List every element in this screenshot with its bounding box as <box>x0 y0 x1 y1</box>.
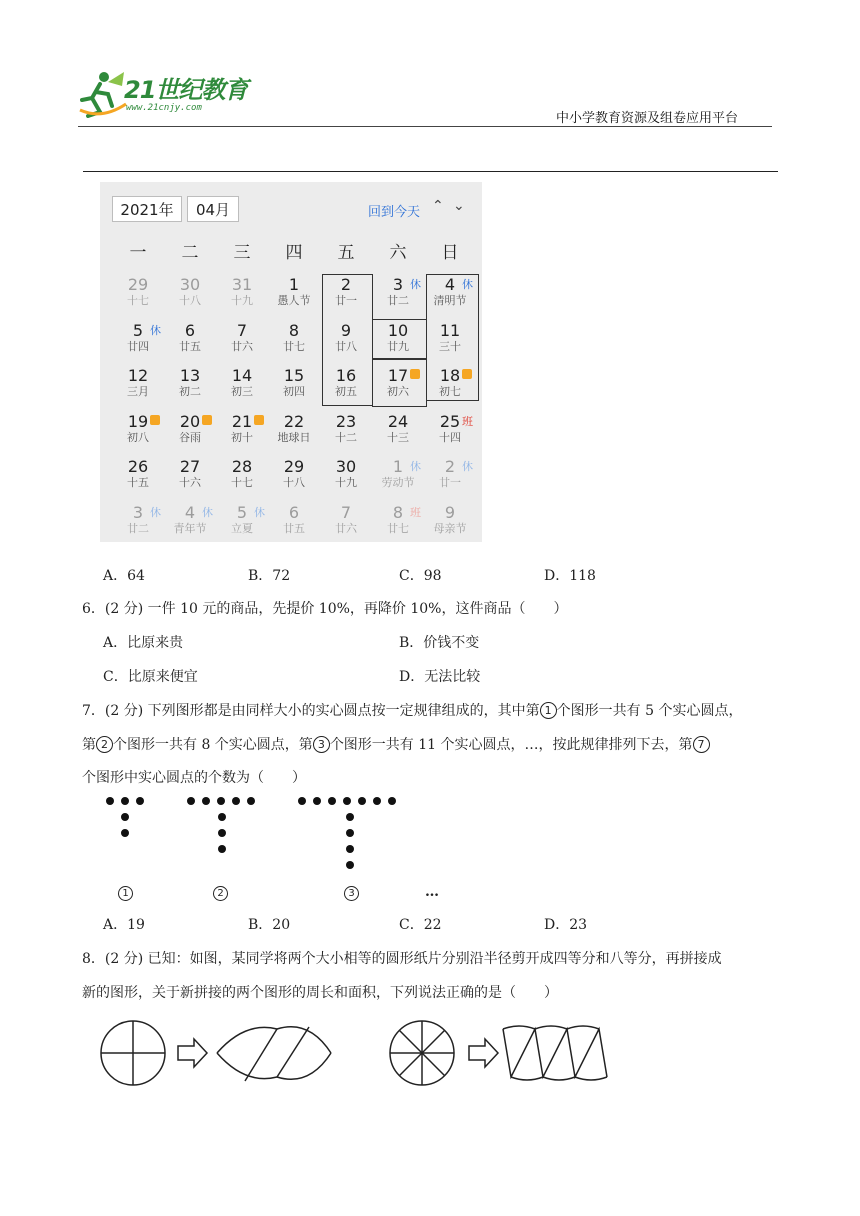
calendar-day[interactable] <box>424 413 476 459</box>
lunar-label: 初十 <box>231 430 253 444</box>
figure-label: 3 <box>344 886 359 901</box>
weekday-header: 日 <box>441 243 459 263</box>
lunar-label: 廿一 <box>335 294 357 307</box>
figure-label: 1 <box>118 886 133 901</box>
holiday-badge: 休 <box>462 460 473 473</box>
lunar-label: 十二 <box>335 430 357 444</box>
q7-line1-b: 个图形一共有 5 个实心圆点， <box>556 703 743 719</box>
calendar-day[interactable] <box>268 413 320 459</box>
lunar-label: 廿七 <box>387 521 409 535</box>
lunar-label: 初六 <box>387 385 409 398</box>
q7-line1-a: 7．(2 分) 下列图形都是由同样大小的实心圆点按一定规律组成的，其中第 <box>82 703 540 719</box>
solid-dot <box>343 797 351 805</box>
lunar-label: 廿六 <box>231 339 253 353</box>
circled-number: 2 <box>96 736 113 753</box>
highlight-sat-17 <box>372 359 427 407</box>
lunar-label: 十八 <box>179 294 201 307</box>
weekday-header: 一 <box>129 243 147 263</box>
calendar-day[interactable] <box>372 458 424 504</box>
q7-option-b: B．20 <box>248 917 291 933</box>
calendar-day[interactable] <box>216 322 268 368</box>
calendar-day[interactable] <box>268 276 320 322</box>
q8-line2: 新的图形，关于新拼接的两个图形的周长和面积，下列说法正确的是（ ） <box>82 985 558 1001</box>
day-number: 2 <box>444 457 456 476</box>
calendar-day[interactable] <box>164 458 216 504</box>
lunar-label: 愚人节 <box>277 294 311 307</box>
solid-dot <box>136 797 144 805</box>
q5-option-c: C．98 <box>399 568 442 584</box>
day-number: 2 <box>340 275 352 294</box>
circled-number: 7 <box>693 736 710 753</box>
day-number: 7 <box>340 502 352 522</box>
calendar-day[interactable] <box>424 458 476 504</box>
q7-option-a: A．19 <box>103 917 145 933</box>
lunar-label: 母亲节 <box>433 521 467 535</box>
solid-dot <box>373 797 381 805</box>
solid-dot <box>346 829 354 837</box>
lunar-label: 十七 <box>127 294 149 307</box>
calendar-day[interactable] <box>112 322 164 368</box>
solid-dot <box>232 797 240 805</box>
q7-line2 <box>82 734 710 754</box>
arrow-right-icon <box>178 1039 207 1067</box>
train-icon <box>202 415 212 425</box>
solid-dot <box>121 829 129 837</box>
day-number: 6 <box>288 502 300 522</box>
lunar-label: 廿四 <box>127 339 149 353</box>
q7-line2-a: 第 <box>82 737 96 753</box>
lunar-label: 三月 <box>127 385 149 398</box>
train-icon <box>254 415 264 425</box>
logo-url: www.21cnjy.com <box>126 103 202 113</box>
workday-badge: 班 <box>410 505 421 519</box>
weekday-header: 三 <box>233 243 251 263</box>
solid-dot <box>217 797 225 805</box>
day-number: 23 <box>335 411 357 431</box>
quartered-circle <box>101 1021 165 1085</box>
content-divider <box>83 171 778 172</box>
platform-name: 中小学教育资源及组卷应用平台 <box>556 111 739 126</box>
calendar-day[interactable] <box>424 504 476 550</box>
lunar-label: 初二 <box>179 385 201 398</box>
lunar-label: 青年节 <box>173 521 207 535</box>
q5-option-b: B．72 <box>248 568 291 584</box>
lunar-label: 地球日 <box>277 430 311 444</box>
calendar-day[interactable] <box>112 276 164 322</box>
day-number: 5 <box>132 320 144 340</box>
q6-option-b: B．价钱不变 <box>399 635 480 651</box>
figure-label: 2 <box>213 886 228 901</box>
day-number: 31 <box>231 275 253 294</box>
lunar-label: 十四 <box>439 430 461 444</box>
lunar-label: 三十 <box>439 339 461 353</box>
day-number: 9 <box>340 320 352 340</box>
year-select[interactable]: 2021年 <box>112 196 182 222</box>
calendar-day[interactable] <box>268 367 320 413</box>
chevron-up-icon[interactable]: ⌃ <box>432 198 444 214</box>
highlight-column-fri <box>322 274 373 406</box>
weekday-header: 二 <box>181 243 199 263</box>
day-number: 22 <box>283 411 305 431</box>
calendar-day[interactable] <box>216 458 268 504</box>
day-number: 29 <box>127 275 149 294</box>
q5-option-d: D．118 <box>544 568 596 584</box>
highlight-column-sun <box>426 274 479 401</box>
lunar-label: 廿六 <box>335 521 357 535</box>
day-number: 13 <box>179 366 201 385</box>
holiday-badge: 休 <box>462 278 473 291</box>
lunar-label: 十七 <box>231 476 253 489</box>
q6-stem: 6．(2 分) 一件 10 元的商品，先提价 10%，再降价 10%，这件商品（ ） <box>82 601 568 617</box>
calendar-day[interactable] <box>164 322 216 368</box>
train-icon <box>150 415 160 425</box>
highlight-sat-10 <box>372 319 427 359</box>
calendar-day[interactable] <box>320 504 372 550</box>
q7-option-d: D．23 <box>544 917 588 933</box>
lunar-label: 廿二 <box>387 294 409 307</box>
solid-dot <box>187 797 195 805</box>
lunar-label: 初四 <box>283 385 305 398</box>
day-number: 4 <box>184 502 196 522</box>
lunar-label: 廿七 <box>283 339 305 353</box>
lunar-label: 廿二 <box>127 521 149 535</box>
day-number: 21 <box>231 411 253 431</box>
lunar-label: 清明节 <box>433 294 467 307</box>
calendar-day[interactable] <box>164 413 216 459</box>
day-number: 17 <box>387 366 409 385</box>
lunar-label: 十六 <box>179 476 201 489</box>
solid-dot <box>313 797 321 805</box>
lunar-label: 初八 <box>127 430 149 444</box>
day-number: 29 <box>283 457 305 476</box>
holiday-badge: 休 <box>410 278 421 291</box>
lunar-label: 立夏 <box>231 521 253 535</box>
lunar-label: 谷雨 <box>179 430 201 444</box>
workday-badge: 班 <box>462 414 473 428</box>
day-number: 7 <box>236 320 248 340</box>
solid-dot <box>121 813 129 821</box>
day-number: 28 <box>231 457 253 476</box>
day-number: 10 <box>387 320 409 340</box>
q6-option-d: D．无法比较 <box>399 669 481 685</box>
lunar-label: 廿五 <box>179 339 201 353</box>
day-number: 1 <box>288 275 300 294</box>
day-number: 26 <box>127 457 149 476</box>
day-number: 14 <box>231 366 253 385</box>
solid-dot <box>202 797 210 805</box>
day-number: 12 <box>127 366 149 385</box>
q5-option-a: A．64 <box>103 568 145 584</box>
solid-dot <box>346 845 354 853</box>
calendar-day[interactable] <box>164 367 216 413</box>
q8-line1: 8．(2 分) 已知：如图，某同学将两个大小相等的圆形纸片分别沿半径剪开成四等分和八等分，再拼接成 <box>82 951 722 967</box>
day-number: 27 <box>179 457 201 476</box>
calendar-day[interactable] <box>216 504 268 550</box>
month-select[interactable]: 04月 <box>187 196 239 222</box>
calendar-day[interactable] <box>112 367 164 413</box>
solid-dot <box>247 797 255 805</box>
lunar-label: 劳动节 <box>381 476 415 489</box>
q7-line2-c: 个图形一共有 11 个实心圆点，…，按此规律排列下去，第 <box>329 737 693 753</box>
q7-option-c: C．22 <box>399 917 442 933</box>
lunar-label: 廿九 <box>387 339 409 353</box>
solid-dot <box>218 829 226 837</box>
calendar-day[interactable] <box>216 367 268 413</box>
solid-dot <box>218 813 226 821</box>
lunar-label: 十八 <box>283 476 305 489</box>
day-number: 19 <box>127 411 149 431</box>
q6-option-c: C．比原来便宜 <box>103 669 198 685</box>
chevron-down-icon[interactable]: ⌄ <box>453 198 465 214</box>
calendar-day[interactable] <box>164 504 216 550</box>
solid-dot <box>298 797 306 805</box>
solid-dot <box>106 797 114 805</box>
calendar-day[interactable] <box>112 458 164 504</box>
runner-logo-icon <box>78 68 128 118</box>
day-number: 9 <box>444 502 456 522</box>
day-number: 6 <box>184 320 196 340</box>
day-number: 3 <box>132 502 144 522</box>
day-number: 8 <box>288 320 300 340</box>
rearranged-quarters <box>217 1027 331 1081</box>
day-number: 18 <box>439 366 461 385</box>
circled-number: 3 <box>313 736 330 753</box>
lunar-label: 十三 <box>387 430 409 444</box>
calendar-day[interactable] <box>268 458 320 504</box>
lunar-label: 廿八 <box>335 339 357 353</box>
q7-line2-b: 个图形一共有 8 个实心圆点，第 <box>113 737 313 753</box>
day-number: 30 <box>179 275 201 294</box>
circle-cut-figure <box>95 1015 635 1093</box>
weekday-header: 六 <box>389 243 407 263</box>
circled-number: 1 <box>540 702 557 719</box>
day-number: 24 <box>387 411 409 431</box>
holiday-badge: 休 <box>150 505 161 519</box>
day-number: 15 <box>283 366 305 385</box>
lunar-label: 廿一 <box>439 476 461 489</box>
day-number: 16 <box>335 366 357 385</box>
q7-line3: 个图形中实心圆点的个数为（ ） <box>82 770 306 786</box>
weekday-header: 五 <box>337 243 355 263</box>
holiday-badge: 休 <box>202 505 213 519</box>
solid-dot <box>121 797 129 805</box>
calendar-day[interactable] <box>216 276 268 322</box>
lunar-label: 十五 <box>127 476 149 489</box>
holiday-badge: 休 <box>150 323 161 337</box>
calendar-day[interactable] <box>320 413 372 459</box>
lunar-label: 廿五 <box>283 521 305 535</box>
solid-dot <box>346 861 354 869</box>
lunar-label: 初七 <box>439 385 461 398</box>
solid-dot <box>346 813 354 821</box>
calendar-day[interactable] <box>372 413 424 459</box>
calendar-day[interactable] <box>164 276 216 322</box>
calendar-figure <box>100 182 482 542</box>
logo-text: 21世纪教育 <box>124 76 248 104</box>
lunar-label: 十九 <box>231 294 253 307</box>
day-number: 11 <box>439 320 461 340</box>
eighths-circle <box>390 1021 454 1085</box>
calendar-day[interactable] <box>372 276 424 322</box>
calendar-day[interactable] <box>320 458 372 504</box>
day-number: 4 <box>444 275 456 294</box>
day-number: 1 <box>392 457 404 476</box>
day-number: 25 <box>439 411 461 431</box>
day-number: 3 <box>392 275 404 294</box>
lunar-label: 初五 <box>335 385 357 398</box>
calendar-day[interactable] <box>268 322 320 368</box>
solid-dot <box>218 845 226 853</box>
day-number: 30 <box>335 457 357 476</box>
holiday-badge: 休 <box>254 505 265 519</box>
rearranged-eighths <box>503 1026 607 1080</box>
calendar-day[interactable] <box>112 413 164 459</box>
lunar-label: 十九 <box>335 476 357 489</box>
back-to-today-link[interactable]: 回到今天 <box>368 205 421 220</box>
q7-line1 <box>82 700 742 720</box>
lunar-label: 初三 <box>231 385 253 398</box>
header-divider <box>78 126 772 127</box>
day-number: 20 <box>179 411 201 431</box>
day-number: 8 <box>392 502 404 522</box>
q6-option-a: A．比原来贵 <box>103 635 184 651</box>
holiday-badge: 休 <box>410 460 421 473</box>
calendar-day[interactable] <box>372 504 424 550</box>
calendar-day[interactable] <box>216 413 268 459</box>
calendar-day[interactable] <box>112 504 164 550</box>
weekday-header: 四 <box>285 243 303 263</box>
day-number: 5 <box>236 502 248 522</box>
ellipsis: … <box>425 884 439 900</box>
solid-dot <box>358 797 366 805</box>
solid-dot <box>388 797 396 805</box>
solid-dot <box>328 797 336 805</box>
arrow-right-icon <box>469 1039 498 1067</box>
calendar-day[interactable] <box>268 504 320 550</box>
